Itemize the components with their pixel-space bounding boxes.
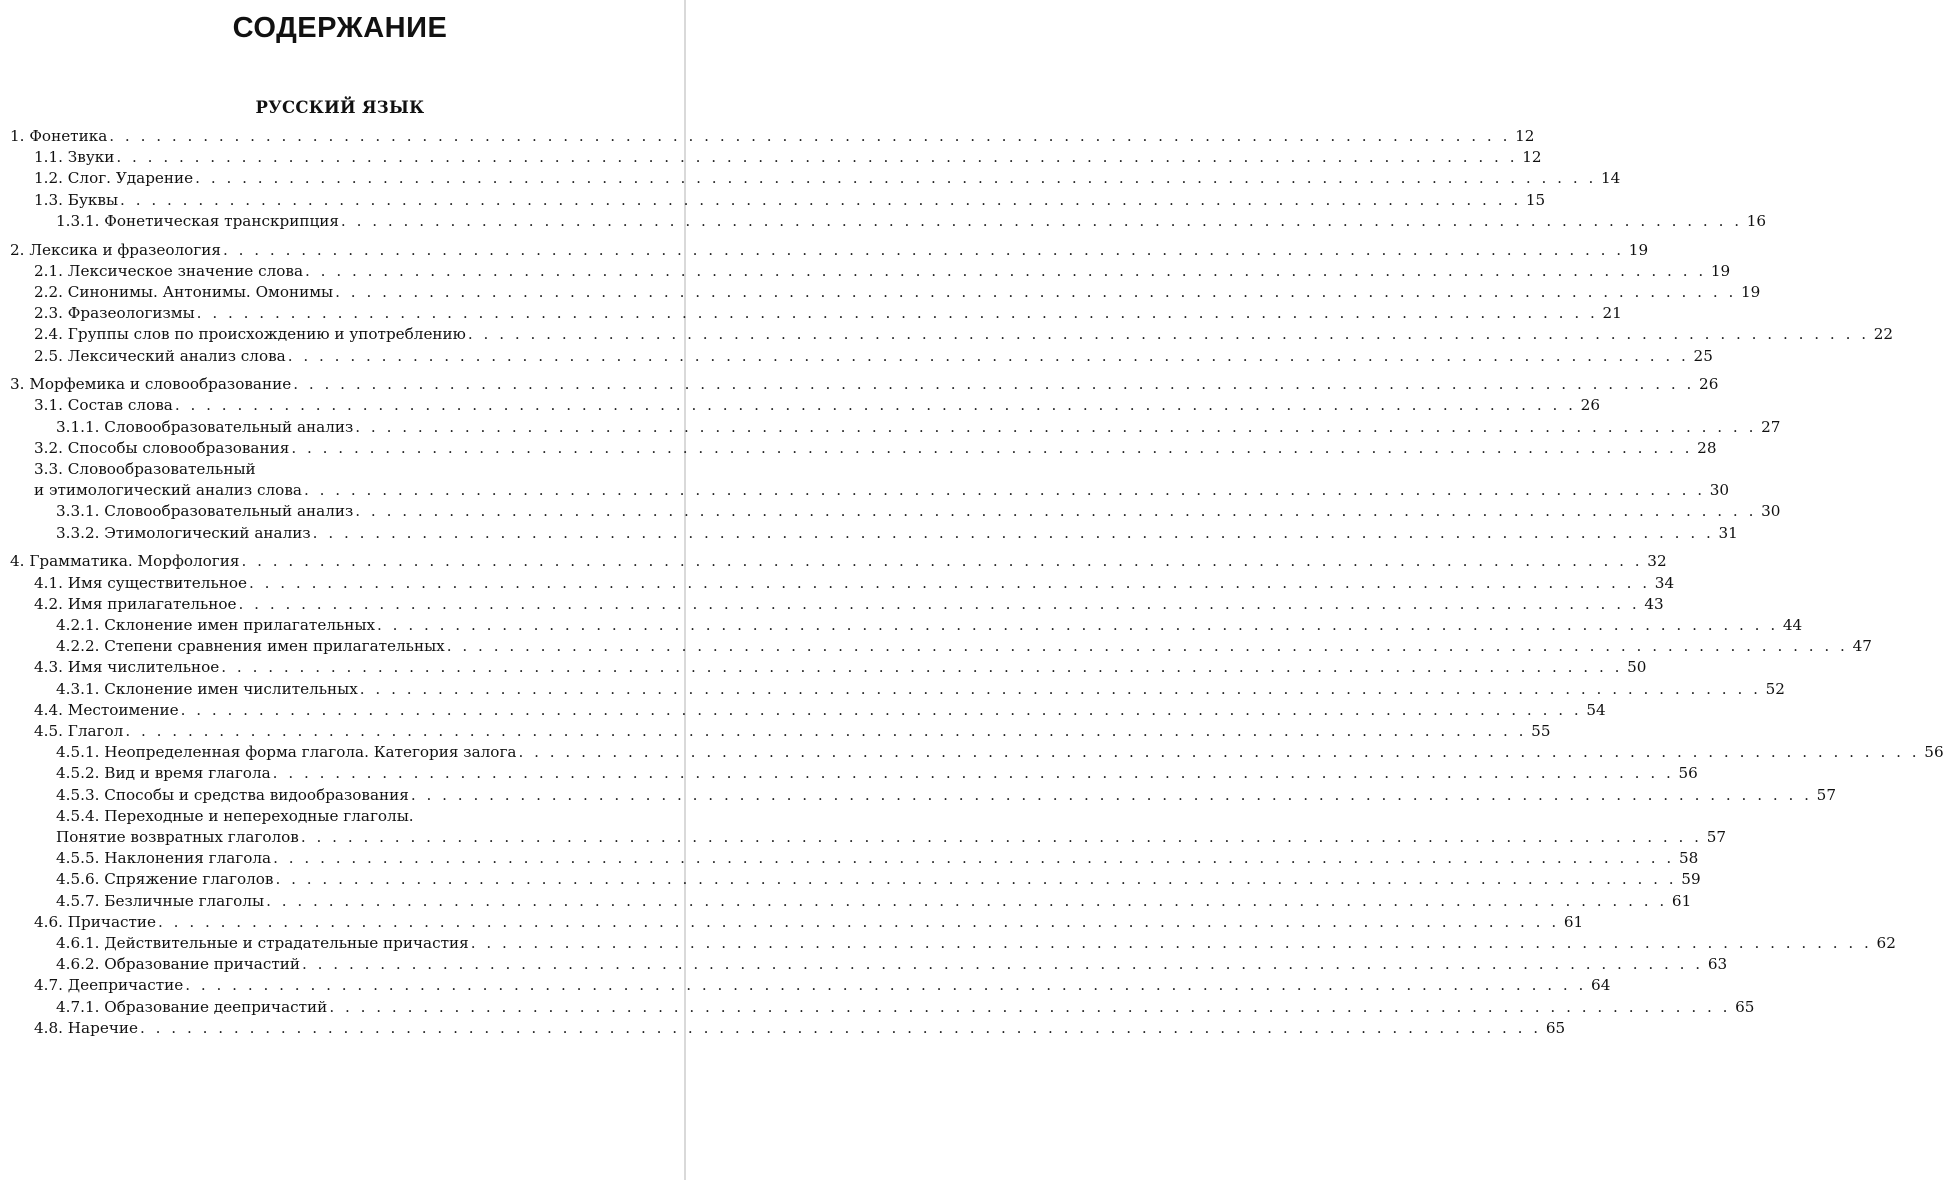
toc-entry[interactable] (0, 848, 1699, 869)
toc-entry-title: 4.3. Имя числительное (34, 658, 220, 677)
toc-entry[interactable] (0, 261, 1731, 282)
toc-entry[interactable] (0, 523, 1738, 544)
toc-entry-title: 4.1. Имя существительное (34, 573, 247, 592)
toc-entry[interactable] (0, 240, 1649, 261)
toc-entry[interactable] (0, 459, 652, 480)
toc-dot-leader: . . . . . . . . . . . . . . . . . . . . . . . . . . . . . . . . . . . . . . . . . . . . . . . . . . . . . . . . . . . . . . . . . . . . . . . . . . . . . . . . . . . . . . . . . . (359, 679, 1761, 698)
toc-dot-leader: . . . . . . . . . . . . . . . . . . . . . . . . . . . . . . . . . . . . . . . . . . . . . . . . . . . . . . . . . . . . . . . . . . . . . . . . . . . . . . . . . . . . . . . . . . (185, 976, 1587, 995)
toc-page-number: 34 (1654, 573, 1675, 592)
toc-dot-leader: . . . . . . . . . . . . . . . . . . . . . . . . . . . . . . . . . . . . . . . . . . . . . . . . . . . . . . . . . . . . . . . . . . . . . . . . . . . . . . . . . . . . . . . . . . (116, 148, 1518, 167)
toc-page-number: 54 (1586, 700, 1606, 719)
toc-page-number: 26 (1580, 396, 1600, 415)
toc-entry-title: 1.3.1. Фонетическая транскрипция (56, 211, 339, 230)
toc-dot-leader: . . . . . . . . . . . . . . . . . . . . . . . . . . . . . . . . . . . . . . . . . . . . . . . . . . . . . . . . . . . . . . . . . . . . . . . . . . . . . . . . . . . . . . . . . . (196, 304, 1598, 323)
toc-page-number: 55 (1531, 721, 1551, 740)
toc-entry[interactable] (0, 551, 1667, 572)
toc-dot-leader: . . . . . . . . . . . . . . . . . . . . . . . . . . . . . . . . . . . . . . . . . . . . . . . . . . . . . . . . . . . . . . . . . . . . . . . . . . . . . . . . . . . . . . . . . . (287, 346, 1689, 365)
toc-dot-leader: . . . . . . . . . . . . . . . . . . . . . . . . . . . . . . . . . . . . . . . . . . . . . . . . . . . . . . . . . . . . . . . . . . . . . . . . . . . . . . . . . . . . . . . . . . (266, 891, 1668, 910)
toc-dot-leader: . . . . . . . . . . . . . . . . . . . . . . . . . . . . . . . . . . . . . . . . . . . . . . . . . . . . . . . . . . . . . . . . . . . . . . . . . . . . . . . . . . . . . . . . . . (467, 325, 1870, 344)
toc-page-number: 52 (1765, 679, 1785, 698)
toc-entry-title: 1.1. Звуки (34, 148, 115, 167)
toc-entry-title: Понятие возвратных глаголов (56, 827, 299, 846)
toc-dot-leader: . . . . . . . . . . . . . . . . . . . . . . . . . . . . . . . . . . . . . . . . . . . . . . . . . . . . . . . . . . . . . . . . . . . . . . . . . . . . . . . . . . . . . . . . . . (410, 785, 1812, 804)
toc-dot-leader: . . . . . . . . . . . . . . . . . . . . . . . . . . . . . . . . . . . . . . . . . . . . . . . . . . . . . . . . . . . . . . . . . . . . . . . . . . . . . . . . . . . . . . . . . . (335, 282, 1737, 301)
toc-dot-leader: . . . . . . . . . . . . . . . . . . . . . . . . . . . . . . . . . . . . . . . . . . . . . . . . . . . . . . . . . . . . . . . . . . . . . . . . . . . . . . . . . . . . . . . . . . (275, 870, 1677, 889)
toc-entry-title: 4.2.1. Склонение имен прилагательных (56, 615, 376, 634)
toc-page-number: 65 (1545, 1018, 1566, 1037)
toc-page-number: 12 (1515, 127, 1535, 145)
toc-entry[interactable] (0, 303, 1622, 324)
toc-page-number: 61 (1671, 891, 1692, 910)
toc-page-number: 65 (1735, 997, 1755, 1016)
toc-dot-leader: . . . . . . . . . . . . . . . . . . . . . . . . . . . . . . . . . . . . . . . . . . . . . . . . . . . . . . . . . . . . . . . . . . . . . . . . . . . . . . . . . . . . . . . . . . (158, 912, 1560, 931)
toc-page-number: 57 (1706, 827, 1727, 846)
toc-entry-title: 3.3.2. Этимологический анализ (56, 523, 311, 542)
toc-entry[interactable] (0, 126, 1535, 147)
toc-entry[interactable] (0, 975, 1611, 996)
toc-dot-leader: . . . . . . . . . . . . . . . . . . . . . . . . . . . . . . . . . . . . . . . . . . . . . . . . . . . . . . . . . . . . . . . . . . . . . . . . . . . . . . . . . . . . . . . . . . (355, 502, 1757, 521)
toc-entry[interactable] (0, 1018, 1566, 1039)
toc-entry[interactable] (0, 501, 1781, 522)
toc-page-number: 62 (1876, 933, 1896, 952)
toc-entry[interactable] (0, 438, 1717, 459)
toc-entry[interactable] (0, 480, 1730, 501)
toc-page-number: 19 (1628, 240, 1649, 259)
toc-dot-leader: . . . . . . . . . . . . . . . . . . . . . . . . . . . . . . . . . . . . . . . . . . . . . . . . . . . . . . . . . . . . . . . . . . . . . . . . . . . . . . . . . . . . . . . . . . (291, 438, 1693, 457)
toc-entry[interactable] (0, 417, 1781, 438)
toc-entry[interactable] (0, 324, 1894, 345)
toc-dot-leader: . . . . . . . . . . . . . . . . . . . . . . . . . . . . . . . . . . . . . . . . . . . . . . . . . . . . . . . . . . . . . . . . . . . . . . . . . . . . . . . . . . . . . . . . . . (470, 933, 1872, 952)
toc-dot-leader: . . . . . . . . . . . . . . . . . . . . . . . . . . . . . . . . . . . . . . . . . . . . . . . . . . . . . . . . . . . . . . . . . . . . . . . . . . . . . . . . . . . . . . . . . . (301, 955, 1704, 974)
toc-entry-title: 4.4. Местоимение (34, 700, 179, 719)
toc-dot-leader: . . . . . . . . . . . . . . . . . . . . . . . . . . . . . . . . . . . . . . . . . . . . . . . . . . . . . . . . . . . . . . . . . . . . . . . . . . . . . . . . . . . . . . . . . . (377, 615, 1779, 634)
toc-page-number: 47 (1852, 637, 1872, 656)
toc-entry-title: 4.7. Деепричастие (34, 976, 184, 995)
toc-entry-title: 4.5.7. Безличные глаголы (56, 891, 265, 910)
toc-page-number: 57 (1816, 785, 1836, 804)
toc-entry[interactable] (0, 615, 1803, 636)
toc-entry[interactable] (0, 211, 1767, 232)
toc-page-number: 28 (1697, 438, 1717, 457)
toc-entry[interactable] (0, 594, 1664, 615)
toc-entry-title: 4.6.1. Действительные и страдательные причастия (56, 933, 469, 952)
toc-dot-leader: . . . . . . . . . . . . . . . . . . . . . . . . . . . . . . . . . . . . . . . . . . . . . . . . . . . . . . . . . . . . . . . . . . . . . . . . . . . . . . . . . . . . . . . . . . (305, 261, 1707, 280)
toc-entry-title: 2. Лексика и фразеология (10, 240, 221, 259)
toc-page-number: 32 (1647, 552, 1667, 571)
section-title: РУССКИЙ ЯЗЫК (255, 98, 425, 117)
toc-entry[interactable] (0, 721, 1551, 742)
toc-page-number: 61 (1563, 912, 1584, 931)
toc-entry-title: 2.5. Лексический анализ слова (34, 346, 286, 365)
toc-entry-title: 4.5.4. Переходные и непереходные глаголы. (56, 806, 414, 825)
toc-page-number: 58 (1678, 849, 1699, 868)
toc-dot-leader: . . . . . . . . . . . . . . . . . . . . . . . . . . . . . . . . . . . . . . . . . . . . . . . . . . . . . . . . . . . . . . . . . . . . . . . . . . . . . . . . . . . . . . . . . . (293, 375, 1695, 394)
toc-dot-leader: . . . . . . . . . . . . . . . . . . . . . . . . . . . . . . . . . . . . . . . . . . . . . . . . . . . . . . . . . . . . . . . . . . . . . . . . . . . . . . . . . . . . . . . . . . (120, 190, 1522, 209)
toc-page-number: 30 (1761, 502, 1781, 521)
toc-entry-title: 4.2.2. Степени сравнения имен прилагательных (56, 637, 445, 656)
toc-entry-title: 2.2. Синонимы. Антонимы. Омонимы (34, 282, 334, 301)
toc-entry[interactable] (0, 806, 652, 827)
toc-page-number: 64 (1591, 976, 1611, 995)
toc-entry-title: 3.1. Состав слова (34, 396, 173, 415)
toc-dot-leader: . . . . . . . . . . . . . . . . . . . . . . . . . . . . . . . . . . . . . . . . . . . . . . . . . . . . . . . . . . . . . . . . . . . . . . . . . . . . . . . . . . . . . . . . . . (238, 594, 1640, 613)
toc-page-number: 19 (1710, 261, 1731, 280)
toc-page-number: 43 (1644, 594, 1664, 613)
toc-entry[interactable] (0, 763, 1698, 784)
toc-dot-leader: . . . . . . . . . . . . . . . . . . . . . . . . . . . . . . . . . . . . . . . . . . . . . . . . . . . . . . . . . . . . . . . . . . . . . . . . . . . . . . . . . . . . . . . . . . (248, 573, 1651, 592)
toc-entry-title: 3.2. Способы словообразования (34, 438, 290, 457)
toc-page-number: 12 (1522, 148, 1542, 167)
toc-entry[interactable] (0, 395, 1600, 416)
toc-entry-title: 4.5.1. Неопределенная форма глагола. Категория залога (56, 743, 517, 762)
toc-page-number: 27 (1761, 417, 1781, 436)
toc-page-number: 50 (1627, 658, 1647, 677)
toc-dot-leader: . . . . . . . . . . . . . . . . . . . . . . . . . . . . . . . . . . . . . . . . . . . . . . . . . . . . . . . . . . . . . . . . . . . . . . . . . . . . . . . . . . . . . . . . . . (303, 481, 1706, 500)
toc-entry[interactable] (0, 827, 1727, 848)
toc-dot-leader: . . . . . . . . . . . . . . . . . . . . . . . . . . . . . . . . . . . . . . . . . . . . . . . . . . . . . . . . . . . . . . . . . . . . . . . . . . . . . . . . . . . . . . . . . . (139, 1018, 1542, 1037)
toc-entry[interactable] (0, 147, 1542, 168)
toc-entry[interactable] (0, 190, 1546, 211)
toc-page-number: 44 (1782, 615, 1803, 634)
toc-entry[interactable] (0, 636, 1872, 657)
toc-dot-leader: . . . . . . . . . . . . . . . . . . . . . . . . . . . . . . . . . . . . . . . . . . . . . . . . . . . . . . . . . . . . . . . . . . . . . . . . . . . . . . . . . . . . . . . . . . (272, 764, 1674, 783)
toc-page-number: 59 (1681, 870, 1701, 889)
toc-dot-leader: . . . . . . . . . . . . . . . . . . . . . . . . . . . . . . . . . . . . . . . . . . . . . . . . . . . . . . . . . . . . . . . . . . . . . . . . . . . . . . . . . . . . . . . . . . (109, 127, 1511, 145)
toc-dot-leader: . . . . . . . . . . . . . . . . . . . . . . . . . . . . . . . . . . . . . . . . . . . . . . . . . . . . . . . . . . . . . . . . . . . . . . . . . . . . . . . . . . . . . . . . . . (222, 240, 1625, 259)
toc-entry-title: 4.5.5. Наклонения глагола (56, 849, 272, 868)
toc-entry[interactable] (0, 933, 1896, 954)
toc-entry-title: 4.6.2. Образование причастий (56, 955, 300, 974)
toc-entry-title: 2.4. Группы слов по происхождению и употреблению (34, 325, 466, 344)
toc-entry[interactable] (0, 742, 1944, 763)
toc-entry-title: 1.3. Буквы (34, 190, 119, 209)
toc-entry[interactable] (0, 657, 1647, 678)
toc-dot-leader: . . . . . . . . . . . . . . . . . . . . . . . . . . . . . . . . . . . . . . . . . . . . . . . . . . . . . . . . . . . . . . . . . . . . . . . . . . . . . . . . . . . . . . . . . . (174, 396, 1576, 415)
toc-dot-leader: . . . . . . . . . . . . . . . . . . . . . . . . . . . . . . . . . . . . . . . . . . . . . . . . . . . . . . . . . . . . . . . . . . . . . . . . . . . . . . . . . . . . . . . . . . (241, 552, 1643, 571)
toc-page-number: 31 (1718, 523, 1738, 542)
toc-entry[interactable] (0, 573, 1675, 594)
toc-page-number: 56 (1924, 743, 1944, 762)
toc-entry-title: 2.1. Лексическое значение слова (34, 261, 304, 280)
toc-entry-title: 4. Грамматика. Морфология (10, 552, 240, 571)
toc-entry-title: 4.7.1. Образование деепричастий (56, 997, 328, 1016)
toc-entry-title: 1.2. Слог. Ударение (34, 169, 194, 188)
toc-entry[interactable] (0, 785, 1836, 806)
toc-dot-leader: . . . . . . . . . . . . . . . . . . . . . . . . . . . . . . . . . . . . . . . . . . . . . . . . . . . . . . . . . . . . . . . . . . . . . . . . . . . . . . . . . . . . . . . . . . (125, 721, 1527, 740)
toc-entry-title: 4.5.3. Способы и средства видообразования (56, 785, 409, 804)
toc-entry-title: 1. Фонетика (10, 127, 108, 145)
toc-entry-title: 3. Морфемика и словообразование (10, 375, 292, 394)
toc-entry[interactable] (0, 954, 1728, 975)
toc-dot-leader: . . . . . . . . . . . . . . . . . . . . . . . . . . . . . . . . . . . . . . . . . . . . . . . . . . . . . . . . . . . . . . . . . . . . . . . . . . . . . . . . . . . . . . . . . . (340, 211, 1743, 230)
toc-entry-title: 2.3. Фразеологизмы (34, 304, 195, 323)
toc-dot-leader: . . . . . . . . . . . . . . . . . . . . . . . . . . . . . . . . . . . . . . . . . . . . . . . . . . . . . . . . . . . . . . . . . . . . . . . . . . . . . . . . . . . . . . . . . . (273, 849, 1675, 868)
toc-entry[interactable] (0, 374, 1719, 395)
toc-entry[interactable] (0, 997, 1755, 1018)
toc-entry-title: 4.8. Наречие (34, 1018, 138, 1037)
toc-entry[interactable] (0, 700, 1606, 721)
toc-dot-leader: . . . . . . . . . . . . . . . . . . . . . . . . . . . . . . . . . . . . . . . . . . . . . . . . . . . . . . . . . . . . . . . . . . . . . . . . . . . . . . . . . . . . . . . . . . (221, 658, 1623, 677)
toc-dot-leader: . . . . . . . . . . . . . . . . . . . . . . . . . . . . . . . . . . . . . . . . . . . . . . . . . . . . . . . . . . . . . . . . . . . . . . . . . . . . . . . . . . . . . . . . . . (195, 169, 1597, 188)
toc-page-number: 22 (1873, 325, 1894, 344)
toc-entry[interactable] (0, 891, 1692, 912)
toc-entry-title: 4.3.1. Склонение имен числительных (56, 679, 358, 698)
toc-dot-leader: . . . . . . . . . . . . . . . . . . . . . . . . . . . . . . . . . . . . . . . . . . . . . . . . . . . . . . . . . . . . . . . . . . . . . . . . . . . . . . . . . . . . . . . . . . (355, 417, 1757, 436)
toc-dot-leader: . . . . . . . . . . . . . . . . . . . . . . . . . . . . . . . . . . . . . . . . . . . . . . . . . . . . . . . . . . . . . . . . . . . . . . . . . . . . . . . . . . . . . . . . . . (312, 523, 1714, 542)
toc-dot-leader: . . . . . . . . . . . . . . . . . . . . . . . . . . . . . . . . . . . . . . . . . . . . . . . . . . . . . . . . . . . . . . . . . . . . . . . . . . . . . . . . . . . . . . . . . . (518, 743, 1920, 762)
toc-entry[interactable] (0, 168, 1621, 189)
toc-entry[interactable] (0, 346, 1713, 367)
toc-dot-leader: . . . . . . . . . . . . . . . . . . . . . . . . . . . . . . . . . . . . . . . . . . . . . . . . . . . . . . . . . . . . . . . . . . . . . . . . . . . . . . . . . . . . . . . . . . (300, 827, 1703, 846)
toc-entry-title: 4.5.2. Вид и время глагола (56, 764, 271, 783)
toc-page-number: 15 (1525, 190, 1546, 209)
toc-page-number: 30 (1709, 481, 1730, 500)
toc-entry[interactable] (0, 679, 1785, 700)
toc-page-number: 21 (1602, 304, 1622, 323)
toc-entry-title: и этимологический анализ слова (34, 481, 302, 500)
toc-page-number: 19 (1740, 282, 1761, 301)
toc-entry[interactable] (0, 282, 1761, 303)
toc-entry-title: 4.2. Имя прилагательное (34, 594, 237, 613)
toc-page-number: 25 (1693, 346, 1713, 365)
toc-page-number: 56 (1678, 764, 1698, 783)
page-title: СОДЕРЖАНИЕ (232, 12, 448, 44)
toc-page-number: 26 (1699, 375, 1719, 394)
toc-entry[interactable] (0, 912, 1584, 933)
toc-dot-leader: . . . . . . . . . . . . . . . . . . . . . . . . . . . . . . . . . . . . . . . . . . . . . . . . . . . . . . . . . . . . . . . . . . . . . . . . . . . . . . . . . . . . . . . . . . (329, 997, 1731, 1016)
toc-page-number: 14 (1601, 169, 1621, 188)
toc-entry-title: 3.3. Словообразовательный (34, 460, 256, 478)
toc-entry-title: 4.5. Глагол (34, 721, 124, 740)
toc-page-number: 16 (1746, 211, 1767, 230)
toc-dot-leader: . . . . . . . . . . . . . . . . . . . . . . . . . . . . . . . . . . . . . . . . . . . . . . . . . . . . . . . . . . . . . . . . . . . . . . . . . . . . . . . . . . . . . . . . . . (180, 700, 1582, 719)
toc-entry-title: 4.5.6. Спряжение глаголов (56, 870, 274, 889)
toc-entry-title: 4.6. Причастие (34, 912, 157, 931)
toc-entry-title: 3.3.1. Словообразовательный анализ (56, 502, 354, 521)
toc-page-number: 63 (1707, 955, 1728, 974)
toc-dot-leader: . . . . . . . . . . . . . . . . . . . . . . . . . . . . . . . . . . . . . . . . . . . . . . . . . . . . . . . . . . . . . . . . . . . . . . . . . . . . . . . . . . . . . . . . . . (446, 637, 1848, 656)
toc-entry[interactable] (0, 869, 1701, 890)
toc-entry-title: 3.1.1. Словообразовательный анализ (56, 417, 354, 436)
